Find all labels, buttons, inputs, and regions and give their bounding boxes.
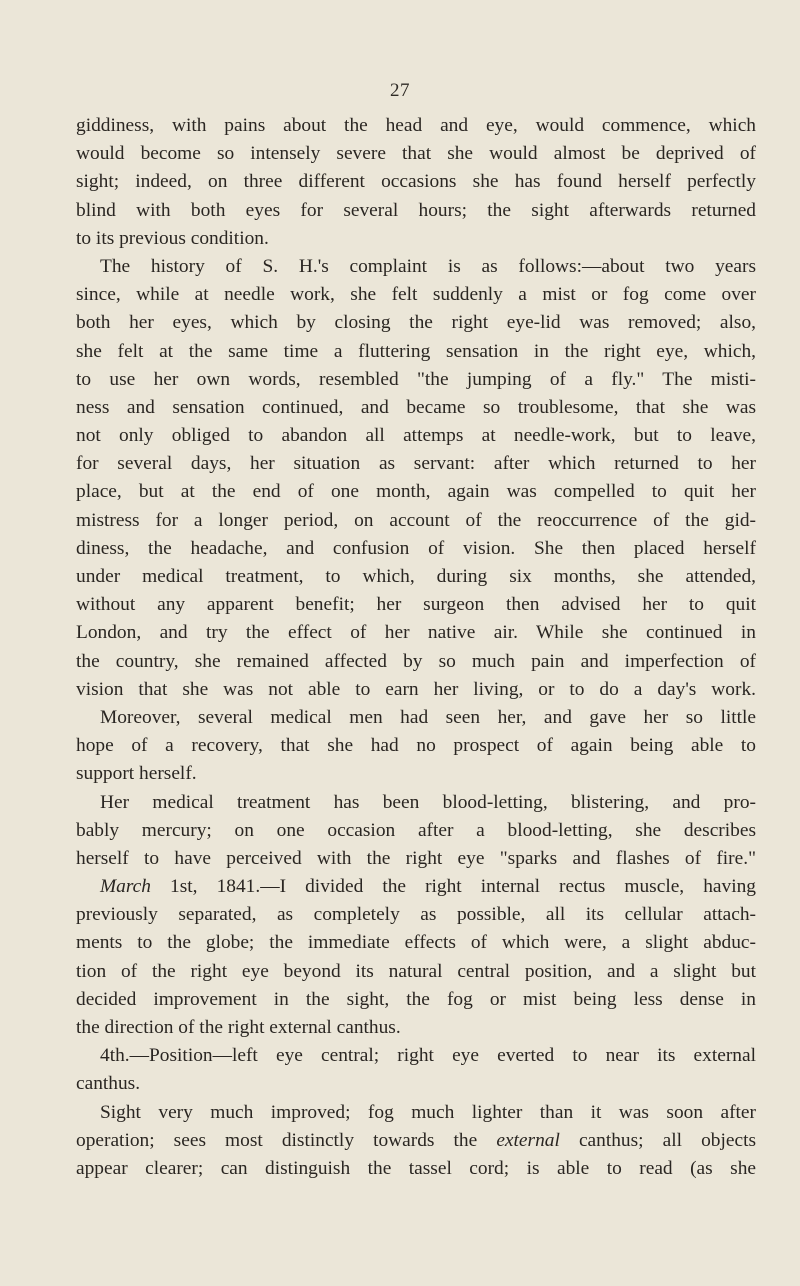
external-italic: external <box>496 1129 560 1151</box>
text-line: mistress for a longer period, on account of the reoccurrence of the gid- <box>76 509 756 531</box>
page-number: 27 <box>390 80 410 101</box>
text-line: the direction of the right external canthus. <box>76 1017 401 1038</box>
text-line: 4th.—Position—left eye central; right eye everted to near its external <box>100 1045 756 1067</box>
text-line-dated-entry <box>76 873 756 901</box>
text-line: ness and sensation continued, and became so troublesome, that she was <box>76 396 756 418</box>
text-line: she felt at the same time a fluttering sensation in the right eye, which, <box>76 340 756 362</box>
text-line: place, but at the end of one month, again was compelled to quit her <box>76 481 756 503</box>
text-segment: operation; sees most distinctly towards the <box>76 1129 478 1151</box>
text-line: Her medical treatment has been blood-letting, blistering, and pro- <box>100 791 756 813</box>
text-line: bably mercury; on one occasion after a blood-letting, she describes <box>76 819 756 841</box>
text-segment: canthus; all objects <box>578 1129 756 1151</box>
text-line: herself to have perceived with the right eye "sparks and flashes of fire." <box>76 847 756 869</box>
text-line: blind with both eyes for several hours; the sight afterwards returned <box>76 199 756 221</box>
text-line: decided improvement in the sight, the fog or mist being less dense in <box>76 988 756 1010</box>
text-line: Moreover, several medical men had seen her, and gave her so little <box>100 706 756 728</box>
text-line: vision that she was not able to earn her living, or to do a day's work. <box>76 678 756 700</box>
text-line: tion of the right eye beyond its natural central position, and a slight but <box>76 960 756 982</box>
text-line: previously separated, as completely as possible, all its cellular attach- <box>76 904 756 926</box>
text-line: support herself. <box>76 763 197 785</box>
text-line: both her eyes, which by closing the right eye-lid was removed; also, <box>76 312 756 334</box>
text-line: Sight very much improved; fog much lighter than it was soon after <box>100 1101 756 1123</box>
text-line: to its previous condition. <box>76 227 269 249</box>
text-line: to use her own words, resembled "the jumping of a fly." The misti- <box>76 368 756 390</box>
text-line: for several days, her situation as servant: after which returned to her <box>76 453 756 475</box>
text-line: ments to the globe; the immediate effects of which were, a slight abduc- <box>76 932 756 954</box>
text-line: diness, the headache, and confusion of vision. She then placed herself <box>76 537 756 559</box>
text-line: would become so intensely severe that she would almost be deprived of <box>76 143 756 165</box>
text-line: hope of a recovery, that she had no prospect of again being able to <box>76 735 756 757</box>
text-line: not only obliged to abandon all attemps at needle-work, but to leave, <box>76 425 756 447</box>
text-line: giddiness, with pains about the head and eye, would commence, which <box>76 115 756 136</box>
text-line: London, and try the effect of her native air. While she continued in <box>76 622 756 644</box>
text-line: under medical treatment, to which, during six months, she attended, <box>76 566 756 587</box>
text-line: without any apparent benefit; her surgeon then advised her to quit <box>76 594 756 616</box>
text-line: sight; indeed, on three different occasions she has found herself perfectly <box>76 171 756 193</box>
entry-text: 1st, 1841.—I divided the right internal rectus muscle, having <box>170 876 756 898</box>
text-line: appear clearer; can distinguish the tassel cord; is able to read (as she <box>76 1157 756 1179</box>
text-line: canthus. <box>76 1073 141 1095</box>
body-text <box>76 112 756 1183</box>
text-line: since, while at needle work, she felt suddenly a mist or fog come over <box>76 284 756 306</box>
text-line-with-italic <box>76 1127 756 1155</box>
text-line: The history of S. H.'s complaint is as follows:—about two years <box>100 255 756 277</box>
month-italic: March <box>100 876 151 898</box>
text-line: the country, she remained affected by so much pain and imperfection of <box>76 650 756 672</box>
